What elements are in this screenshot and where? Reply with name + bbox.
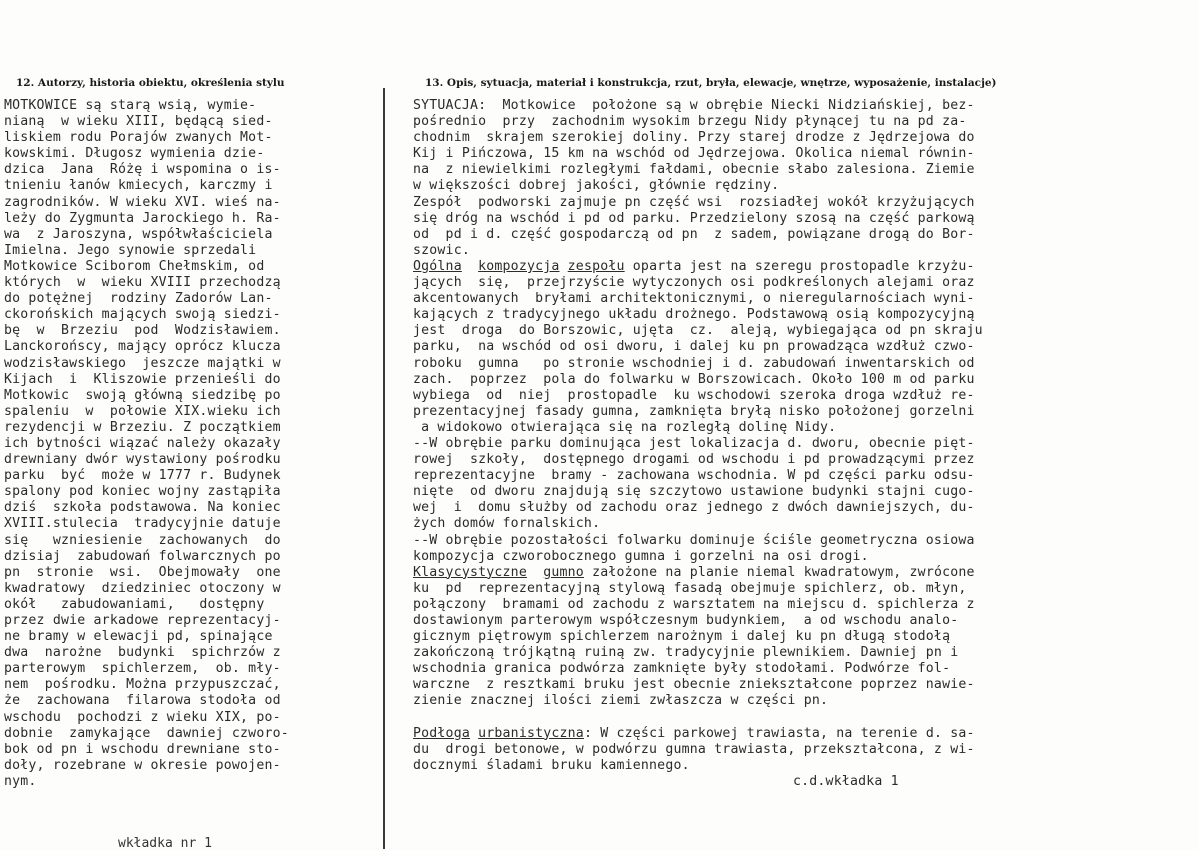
text-line: parku, na wschód od osi dworu, i dalej ku pn prowadząca wzdłuż czwo- (413, 339, 975, 355)
text-line: dzica Jana Różę i wspomina o is- (4, 162, 281, 178)
text-line: liskiem rodu Porajów zwanych Mot- (4, 130, 273, 146)
text-line: żych domów fornalskich. (413, 516, 601, 532)
text-line: że zachowana filarowa stodoła od (4, 693, 281, 709)
text-line: wa z Jaroszyna, współwłaściciela (4, 226, 273, 242)
text-line: zienie znacznej ilości ziemi zwłaszcza w części pn. (413, 693, 829, 709)
text-line: kwadratowy dziedziniec otoczony w (4, 580, 281, 596)
text-line: zagrodników. W wieku XVI. wieś na- (4, 194, 281, 210)
text-line: bok od pn i wschodu drewniane sto- (4, 741, 281, 757)
text-line: pośrednio przy zachodnim wysokim brzegu Nidy płynącej tu na pd za- (413, 114, 967, 130)
right-body-text (413, 98, 1199, 774)
right-column (413, 76, 1199, 790)
text-line: akcentowanych bryłami architektonicznymi, o nieregularnościach wyni- (413, 291, 975, 307)
text-line: Kij i Pińczowa, 15 km na wschód od Jędrzejowa. Okolica niemal równin- (413, 146, 975, 162)
text-line: warczne z resztkami bruku jest obecnie zniekształcone poprzez nawie- (413, 677, 975, 693)
text-line: chodnim skrajem szerokiej doliny. Przy starej drodze z Jędrzejowa do (413, 130, 975, 146)
text-line: nym. (4, 773, 37, 789)
text-line: --W obrębie pozostałości folwarku dominuje ściśle geometryczna osiowa (413, 532, 975, 548)
left-footer-note: wkładka nr 1 (118, 836, 212, 851)
text-line: na z niewielkimi rozległymi fałdami, obecnie słabo zalesiona. Ziemie (413, 162, 975, 178)
left-column (4, 76, 376, 790)
text-line: bę w Brzeziu pod Wodzisławiem. (4, 323, 281, 339)
text-line: Podłoga urbanistyczna: W części parkowej trawiasta, na terenie d. sa- (413, 725, 975, 741)
text-line: pn stronie wsi. Obejmowały one (4, 564, 281, 580)
text-line (413, 710, 1199, 726)
left-section-heading: 12. Autorzy, historia obiektu, określenia stylu (16, 77, 285, 89)
text-line: których w wieku XVIII przechodzą (4, 275, 281, 291)
text-line: Imielna. Jego synowie sprzedali (4, 242, 257, 258)
text-line: wej i domu służby od zachodu oraz jednego z dwóch dawniejszych, du- (413, 500, 975, 516)
text-line: XVIII.stulecia tradycyjnie datuje (4, 516, 281, 532)
text-line: nem pośrodku. Można przypuszczać, (4, 677, 281, 693)
text-line: rowej szkoły, dostępnego drogami od wschodu i pd prowadzącymi przez (413, 452, 975, 468)
text-line: kowskimi. Długosz wymienia dzie- (4, 146, 265, 162)
text-line: dobnie zamykające dawniej czworo- (4, 725, 289, 741)
text-line: zakończoną trójkątną ruiną zw. tradycyjnie plewnikiem. Dawniej pn i (413, 645, 959, 661)
left-body-text (4, 98, 376, 790)
text-line: kompozycja czworobocznego gumna i gorzelni na osi drogi. (413, 548, 869, 564)
text-line: Lanckorońscy, mający oprócz klucza (4, 339, 281, 355)
text-line: doły, rozebrane w okresie powojen- (4, 757, 281, 773)
text-line: zach. poprzez pola do folwarku w Borszowicach. Około 100 m od parku (413, 371, 975, 387)
text-line: się dróg na wschód i pd od parku. Przedzielony szosą na część parkową (413, 210, 975, 226)
text-line: okół zabudowaniami, dostępny (4, 596, 265, 612)
text-line: ne bramy w elewacji pd, spinające (4, 629, 273, 645)
text-line: połączony bramami od zachodu z warsztatem na miejscu d. spichlerza z (413, 596, 975, 612)
text-line: parku być może w 1777 r. Budynek (4, 468, 281, 484)
text-line: dostawionym parterowym współczesnym budynkiem, a od wschodu analo- (413, 613, 959, 628)
text-line: kających z tradycyjnego układu drożnego. Podstawową osią kompozycyjną (413, 307, 975, 323)
text-line: Klasycystyczne gumno założone na planie niemal kwadratowym, zwrócone (413, 564, 975, 580)
text-line: wschodu pochodzi z wieku XIX, po- (4, 709, 281, 725)
text-line: ich bytności wiązać należy okazały (4, 435, 281, 451)
text-line: wybiega od niej prostopadle ku wschodowi szeroka droga wzdłuż re- (413, 387, 975, 403)
text-line: Ogólna kompozycja zespołu oparta jest na szeregu prostopadle krzyżu- (413, 258, 975, 274)
text-line: w większości dobrej jakości, głównie rędziny. (413, 178, 780, 194)
text-line: parterowym spichlerzem, ob. mły- (4, 661, 281, 677)
text-line: ku pd reprezentacyjną stylową fasadą obejmuje spichlerz, ob. młyn, (413, 580, 967, 596)
text-line: a widokowo otwierająca się na rozległą dolinę Nidy. (413, 419, 837, 435)
text-line: od pd i d. część gospodarczą od pn z sadem, powiązane drogą do Bor- (413, 226, 975, 242)
text-line: dziś szkoła podstawowa. Na koniec (4, 500, 281, 516)
text-line: du drogi betonowe, w podwórzu gumna trawiasta, przekształcona, z wi- (413, 741, 975, 757)
text-line: dwa narożne budynki spichrzów z (4, 645, 281, 661)
text-line: rezydencji w Brzeziu. Z początkiem (4, 419, 281, 435)
text-line: Kijach i Kliszowie przenieśli do (4, 371, 281, 387)
text-line: wschodnia granica podwórza zamknięte były stodołami. Podwórze fol- (413, 661, 951, 677)
text-line: drewniany dwór wystawiony pośrodku (4, 452, 281, 468)
text-line: dzisiaj zabudowań folwarcznych po (4, 548, 281, 564)
text-line: docznymi śladami bruku kamiennego. (413, 757, 690, 773)
text-line: się wzniesienie zachowanych do (4, 532, 281, 548)
text-line: Motkowice Sciborom Chełmskim, od (4, 258, 265, 274)
text-line: wodzisławskiego jeszcze majątki w (4, 355, 281, 371)
text-line: nianą w wieku XIII, będącą sied- (4, 114, 273, 130)
column-divider (383, 88, 385, 849)
text-line: MOTKOWICE są starą wsią, wymie- (4, 98, 257, 113)
text-line: szowic. (413, 242, 470, 258)
text-line: ckorońskich mających swoją siedzi- (4, 307, 281, 323)
text-line: gicznym piętrowym spichlerzem narożnym i dalej ku pn długą stodołą (413, 629, 951, 645)
text-line: do potężnej rodziny Zadorów Lan- (4, 291, 273, 307)
text-line: jących się, przejrzyście wytyczonych osi podkreślonych alejami oraz (413, 275, 975, 291)
text-line: --W obrębie parku dominująca jest lokalizacja d. dworu, obecnie pięt- (413, 435, 975, 451)
text-line: przez dwie arkadowe reprezentacyj- (4, 613, 281, 628)
text-line: reprezentacyjne bramy - zachowana wschodnia. W pd części parku odsu- (413, 468, 975, 484)
text-line: leży do Zygmunta Jarockiego h. Ra- (4, 210, 281, 226)
text-line: prezentacyjnej fasady gumna, zamknięta bryłą nisko położonej gorzelni (413, 403, 975, 419)
text-line: nięte od dworu znajdują się szczytowo ustawione budynki stajni cugo- (413, 484, 975, 500)
text-line: Zespół podworski zajmuje pn część wsi rozsiadłej wokół krzyżujących (413, 194, 975, 210)
text-line: roboku gumna po stronie wschodniej i d. zabudowań inwentarskich od (413, 355, 975, 371)
text-line: tnieniu łanów kmiecych, karczmy i (4, 178, 273, 194)
text-line: jest droga do Borszowic, ujęta cz. aleją, wybiegająca od pn skraju (413, 323, 983, 339)
text-line: SYTUACJA: Motkowice położone są w obrębie Niecki Nidziańskiej, bez- (413, 98, 975, 113)
right-section-heading: 13. Opis, sytuacja, materiał i konstrukcja, rzut, bryła, elewacje, wnętrze, wyposażenie, instalacje) (425, 77, 997, 89)
text-line: spalony pod koniec wojny zastąpiła (4, 484, 281, 500)
text-line: spaleniu w połowie XIX.wieku ich (4, 403, 281, 419)
right-footer-note: c.d.wkładka 1 (793, 773, 899, 789)
text-line: Motkowic swoją główną siedzibę po (4, 387, 281, 403)
